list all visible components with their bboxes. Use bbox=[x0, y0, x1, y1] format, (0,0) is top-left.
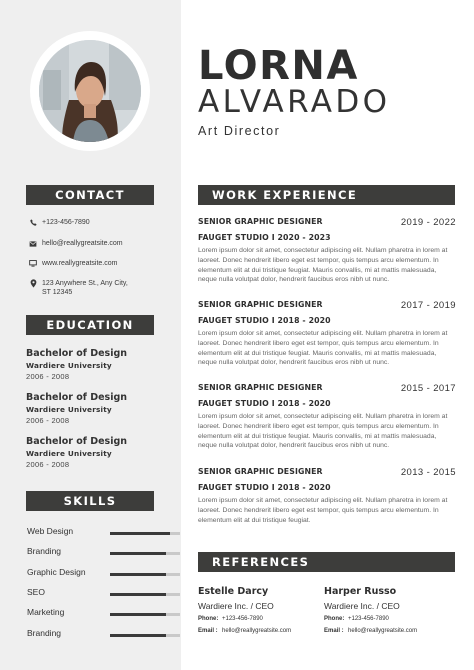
reference-phone-label: Phone: bbox=[324, 616, 345, 622]
job-years: 2015 - 2017 bbox=[400, 383, 456, 394]
job-years: 2017 - 2019 bbox=[400, 300, 456, 311]
contact-heading: CONTACT bbox=[26, 185, 154, 205]
education-university: Wardiere University bbox=[26, 405, 112, 414]
reference-phone-value: +123-456-7890 bbox=[222, 616, 263, 622]
reference-email-value: hello@reallygreatsite.com bbox=[222, 628, 292, 634]
job-description: Lorem ipsum dolor sit amet, consectetur adipiscing elit. Nullam pharetra in lorem at laoreet. Donec hendrerit libero eget est tempor, quis tempus arcu elementum. In elementum elit at dui tristique feugiat. Mauris convallis, mi at mattis malesuada, neque nulla volutpat dolor, hendrerit faucibus eros nibh ut nunc. bbox=[198, 413, 448, 450]
first-name: LORNA bbox=[198, 43, 359, 89]
reference-name: Estelle Darcy bbox=[198, 586, 269, 597]
contact-email bbox=[29, 239, 123, 248]
education-degree: Bachelor of Design bbox=[26, 436, 128, 447]
reference-email bbox=[324, 627, 454, 636]
skill-name: Branding bbox=[27, 546, 62, 556]
job-title: SENIOR GRAPHIC DESIGNER bbox=[198, 467, 323, 476]
education-years: 2006 - 2008 bbox=[26, 372, 70, 381]
job-company: FAUGET STUDIO I 2020 - 2023 bbox=[198, 233, 331, 242]
reference-phone-value: +123-456-7890 bbox=[348, 616, 389, 622]
job-years: 2013 - 2015 bbox=[400, 467, 456, 478]
skill-level-track bbox=[110, 532, 180, 535]
reference-role: Wardiere Inc. / CEO bbox=[324, 601, 400, 611]
phone-icon bbox=[29, 219, 37, 227]
reference-card bbox=[198, 586, 328, 636]
envelope-icon bbox=[29, 240, 37, 248]
skill-row bbox=[27, 628, 157, 640]
education-university: Wardiere University bbox=[26, 361, 112, 370]
job-description: Lorem ipsum dolor sit amet, consectetur adipiscing elit. Nullam pharetra in lorem at laoreet. Donec hendrerit libero eget est tempor, quis tempus arcu elementum. In elementum elit at dui tristique feugiat. bbox=[198, 497, 448, 524]
skill-level-fill bbox=[110, 552, 166, 555]
contact-address-text: 123 Anywhere St., Any City, ST 12345 bbox=[42, 280, 128, 296]
reference-role: Wardiere Inc. / CEO bbox=[198, 601, 274, 611]
job-company: FAUGET STUDIO I 2018 - 2020 bbox=[198, 399, 331, 408]
work-entry bbox=[198, 217, 456, 285]
job-title: SENIOR GRAPHIC DESIGNER bbox=[198, 383, 323, 392]
job-company: FAUGET STUDIO I 2018 - 2020 bbox=[198, 483, 331, 492]
education-years: 2006 - 2008 bbox=[26, 460, 70, 469]
skill-level-track bbox=[110, 593, 180, 596]
skill-level-track bbox=[110, 552, 180, 555]
job-company: FAUGET STUDIO I 2018 - 2020 bbox=[198, 316, 331, 325]
skill-level-track bbox=[110, 634, 180, 637]
skill-name: Marketing bbox=[27, 607, 65, 617]
last-name: ALVARADO bbox=[198, 84, 391, 120]
skill-name: Branding bbox=[27, 628, 62, 638]
education-university: Wardiere University bbox=[26, 449, 112, 458]
work-entry bbox=[198, 467, 456, 525]
reference-phone bbox=[198, 615, 328, 624]
reference-email-label: Email : bbox=[198, 628, 218, 634]
job-description: Lorem ipsum dolor sit amet, consectetur adipiscing elit. Nullam pharetra in lorem at laoreet. Donec hendrerit libero eget est tempor, quis tempus arcu elementum. In elementum elit at dui tristique feugiat. Mauris convallis, mi at mattis malesuada, neque nulla volutpat dolor, hendrerit faucibus eros nibh ut nunc. bbox=[198, 330, 448, 367]
education-heading: EDUCATION bbox=[26, 315, 154, 335]
job-title: SENIOR GRAPHIC DESIGNER bbox=[198, 217, 323, 226]
reference-name: Harper Russo bbox=[324, 586, 397, 597]
skill-row bbox=[27, 587, 157, 599]
skill-level-fill bbox=[110, 593, 166, 596]
skill-row bbox=[27, 607, 157, 619]
job-role: Art Director bbox=[198, 124, 281, 138]
contact-phone bbox=[29, 218, 90, 227]
education-degree: Bachelor of Design bbox=[26, 348, 128, 359]
reference-email-value: hello@reallygreatsite.com bbox=[348, 628, 418, 634]
profile-photo bbox=[39, 40, 141, 142]
skill-level-fill bbox=[110, 613, 166, 616]
work-entry bbox=[198, 383, 456, 451]
education-years: 2006 - 2008 bbox=[26, 416, 70, 425]
education-degree: Bachelor of Design bbox=[26, 392, 128, 403]
skills-heading: SKILLS bbox=[26, 491, 154, 511]
job-description: Lorem ipsum dolor sit amet, consectetur adipiscing elit. Nullam pharetra in lorem at laoreet. Donec hendrerit libero eget est tempor, quis tempus arcu elementum. In elementum elit at dui tristique feugiat. Mauris convallis, mi at mattis malesuada, neque nulla volutpat dolor, hendrerit faucibus eros nibh ut nunc. bbox=[198, 247, 448, 284]
monitor-icon bbox=[29, 260, 37, 268]
skill-row bbox=[27, 526, 157, 538]
skill-level-track bbox=[110, 613, 180, 616]
skill-name: Graphic Design bbox=[27, 567, 86, 577]
job-title: SENIOR GRAPHIC DESIGNER bbox=[198, 300, 323, 309]
skill-name: Web Design bbox=[27, 526, 74, 536]
skill-name: SEO bbox=[27, 587, 45, 597]
skill-level-track bbox=[110, 573, 180, 576]
education-item bbox=[26, 348, 166, 382]
contact-website-text: www.reallygreatsite.com bbox=[42, 260, 118, 267]
reference-email bbox=[198, 627, 328, 636]
contact-website bbox=[29, 259, 117, 268]
education-item bbox=[26, 392, 166, 426]
job-years: 2019 - 2022 bbox=[400, 217, 456, 228]
skill-row bbox=[27, 567, 157, 579]
reference-phone-label: Phone: bbox=[198, 616, 219, 622]
reference-email-label: Email : bbox=[324, 628, 344, 634]
contact-address bbox=[29, 279, 128, 297]
skill-level-fill bbox=[110, 634, 166, 637]
skill-row bbox=[27, 546, 157, 558]
skill-level-fill bbox=[110, 573, 166, 576]
contact-email-text: hello@reallygreatsite.com bbox=[42, 240, 123, 247]
references-heading: REFERENCES bbox=[198, 552, 455, 572]
work-entry bbox=[198, 300, 456, 368]
work-experience-heading: WORK EXPERIENCE bbox=[198, 185, 455, 205]
reference-phone bbox=[324, 615, 454, 624]
education-item bbox=[26, 436, 166, 470]
skill-level-fill bbox=[110, 532, 170, 535]
reference-card bbox=[324, 586, 454, 636]
map-pin-icon bbox=[29, 280, 37, 288]
contact-phone-text: +123-456-7890 bbox=[42, 219, 90, 226]
